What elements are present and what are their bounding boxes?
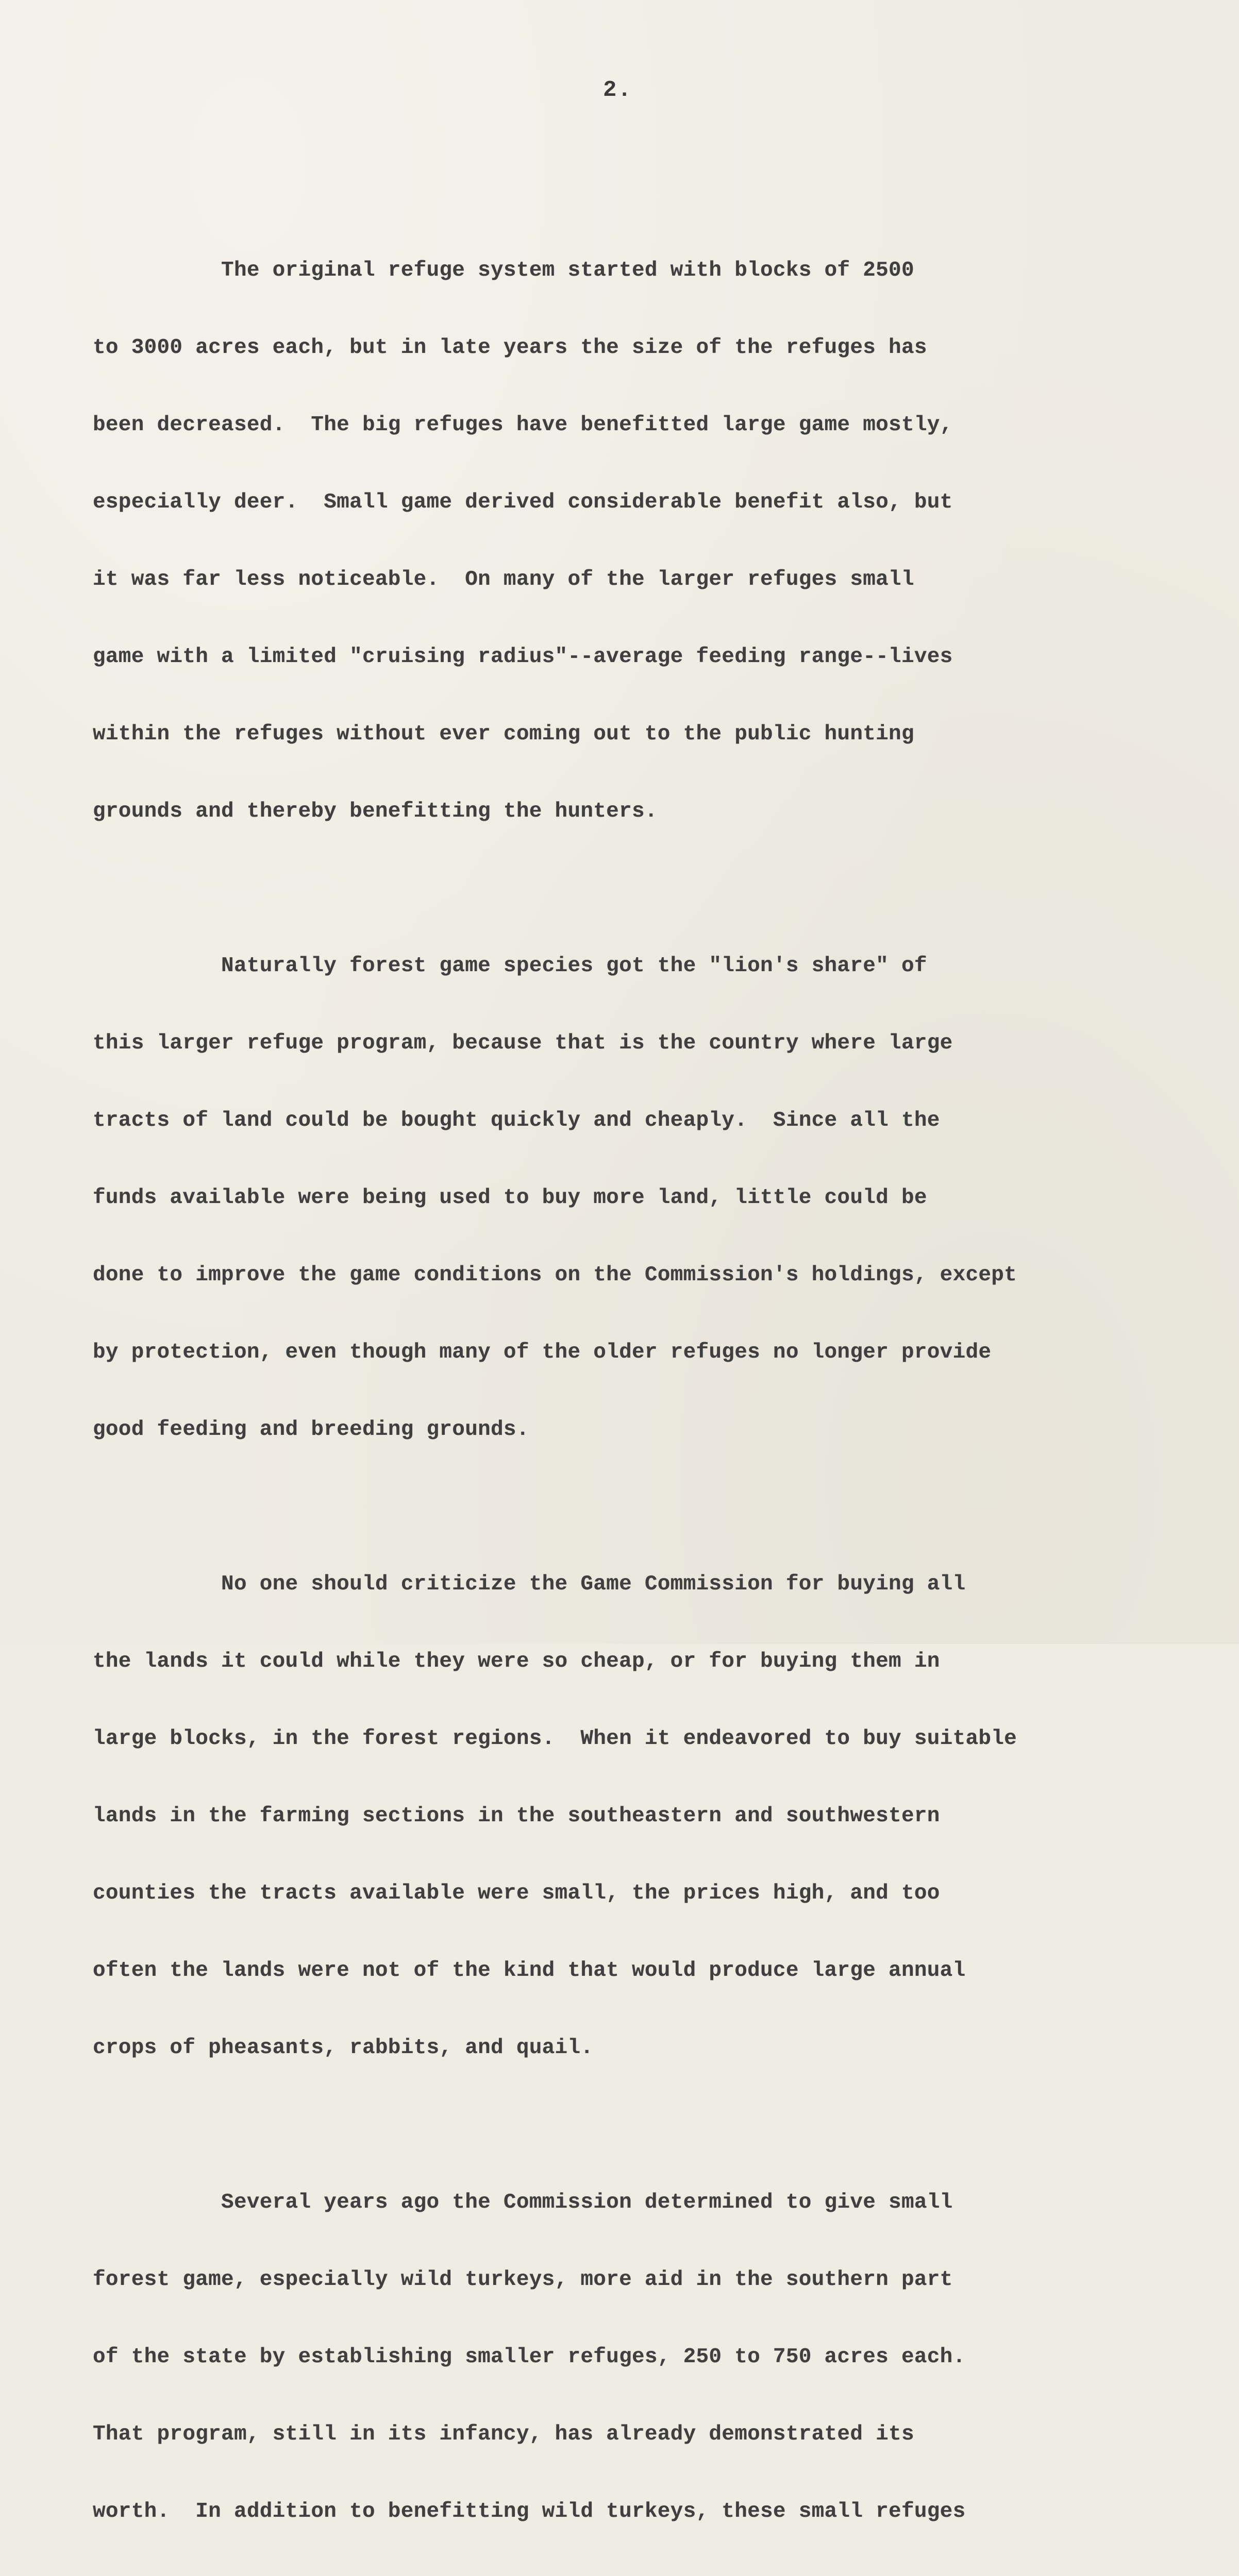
text-line: large blocks, in the forest regions. When it endeavored to buy suitable xyxy=(93,1727,1017,1751)
text-line: That program, still in its infancy, has already demonstrated its xyxy=(93,2422,914,2446)
text-line: of the state by establishing smaller refuges, 250 to 750 acres each. xyxy=(93,2345,966,2369)
text-line: Several years ago the Commission determined to give small xyxy=(93,2191,953,2214)
text-line: crops of pheasants, rabbits, and quail. xyxy=(93,2036,594,2060)
text-line: counties the tracts available were small, the prices high, and too xyxy=(93,1882,940,1905)
text-line: by protection, even though many of the older refuges no longer provide xyxy=(93,1341,992,1364)
document-body xyxy=(93,206,1216,2576)
text-line: the lands it could while they were so cheap, or for buying them in xyxy=(93,1650,940,1673)
text-line: grounds and thereby benefitting the hunters. xyxy=(93,800,658,823)
paragraph-4 xyxy=(93,2138,1216,2576)
text-line: funds available were being used to buy more land, little could be xyxy=(93,1186,927,1210)
text-line: Naturally forest game species got the "lion's share" of xyxy=(93,954,927,978)
text-line: tracts of land could be bought quickly and cheaply. Since all the xyxy=(93,1109,940,1132)
text-line: often the lands were not of the kind that would produce large annual xyxy=(93,1959,966,1982)
text-line: within the refuges without ever coming out to the public hunting xyxy=(93,722,914,746)
paragraph-3 xyxy=(93,1520,1216,2112)
text-line: lands in the farming sections in the southeastern and southwestern xyxy=(93,1804,940,1828)
text-line: forest game, especially wild turkeys, more aid in the southern part xyxy=(93,2268,953,2292)
text-line: The original refuge system started with blocks of 2500 xyxy=(93,259,914,282)
text-line: worth. In addition to benefitting wild turkeys, these small refuges xyxy=(93,2500,966,2523)
text-line: especially deer. Small game derived considerable benefit also, but xyxy=(93,490,953,514)
text-line: this larger refuge program, because that is the country where large xyxy=(93,1031,953,1055)
text-line: good feeding and breeding grounds. xyxy=(93,1418,529,1442)
text-line: it was far less noticeable. On many of the larger refuges small xyxy=(93,568,914,591)
text-line: been decreased. The big refuges have benefitted large game mostly, xyxy=(93,413,953,437)
text-line: to 3000 acres each, but in late years the size of the refuges has xyxy=(93,336,927,360)
paragraph-1 xyxy=(93,206,1216,876)
paragraph-2 xyxy=(93,902,1216,1494)
text-line: done to improve the game conditions on the Commission's holdings, except xyxy=(93,1263,1017,1287)
text-line: game with a limited "cruising radius"--average feeding range--lives xyxy=(93,645,953,669)
text-line: No one should criticize the Game Commission for buying all xyxy=(93,1572,966,1596)
page-number: 2. xyxy=(603,77,632,103)
